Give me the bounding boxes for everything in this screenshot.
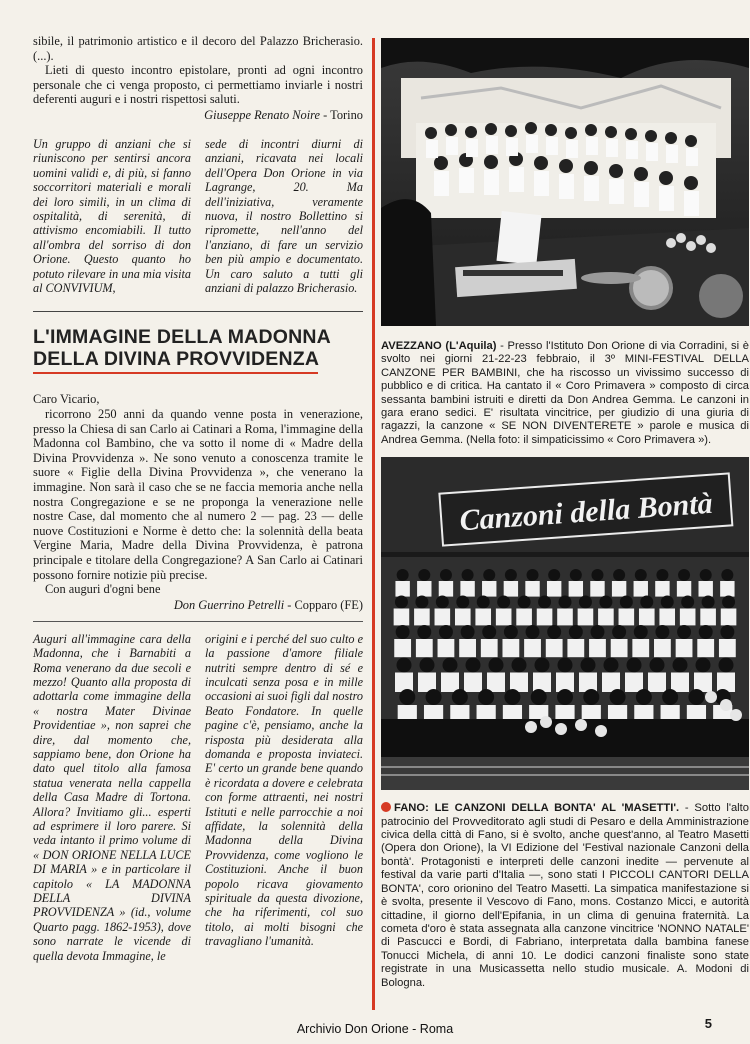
archive-footer: Archivio Don Orione - Roma <box>296 1022 454 1036</box>
letter1-signature-place: - Torino <box>320 107 363 122</box>
reply1-left-column: Un gruppo di anziani che si riuniscono per sentirsi ancora uomini validi e, di più, si fanno soccorritori materiali e morali dei loro simili, in un clima di ospitalità, di serenità, di attivismo encomiabili. Il tutto all'ombra del sorriso di don Orione. Questo quanto ho potuto rilevare in una mia visita al CONVIVIUM, <box>33 136 191 296</box>
reply2-right-column: origini e i perché del suo culto e la passione d'amore filiale nutriti sempre dentro di sé e inculcati senza posa e in mille occasioni ai suoi figli dal nostro Beato Fondatore. In quelle pagine c'è, pensiamo, anche la risposta più desiderata alla domanda e proposta inviateci. E' certo un grande bene quando è ricordata a dovere e celebrata con forme attraenti, nei nostri Istituti e nelle parrocchie a noi affidate, la solennità della Madonna della Divina Provvidenza, come vogliono le Costituzioni. Anche il buon popolo ricava giovamento spirituale da questa divozione, che ha riferimenti, col suo titolo, ai molti bisogni che travagliano l'umanità. <box>205 631 363 949</box>
article-signature-name: Don Guerrino Petrelli <box>173 597 285 612</box>
reply2-block <box>33 632 363 963</box>
photo-canzoni-della-bonta <box>381 457 749 790</box>
article-salutation: Caro Vicario, <box>33 392 100 407</box>
article-closing: Con auguri d'ogni bene <box>45 582 161 597</box>
headline-underline <box>33 372 318 374</box>
festival-choir-illustration <box>381 457 749 790</box>
caption-avezzano <box>381 340 749 447</box>
caption-avezzano-lead: AVEZZANO (L'Aquila) <box>381 340 497 352</box>
caption-avezzano-text: - Presso l'Istituto Don Orione di via Corradini, si è svolto nei giorni 21-22-23 febbraio, il 3º MINI-FESTIVAL DELLA CANZONE PER BAMBINI, che ha riscosso un vivissimo successo di pubblico e di critica. Ha cantato il « Coro Primavera » composto di circa sessanta bambini istruiti e diretti da Don Andrea Gemma. Le canzoni in gara erano sedici. E' risultata vincitrice, per giudizio di una giuria di ragazzi, la canzone « SE NON DIVENTERETE » parole e musica di Andrea Gemma. (Nella foto: il simpaticissimo « Coro Primavera »). <box>381 340 749 446</box>
festival-banner-text: Canzoni della Bontà <box>458 486 714 538</box>
photo-coro-primavera <box>381 38 749 326</box>
letter1-paragraph-1: sibile, il patrimonio artistico e il decoro del Palazzo Bricherasio. (...). <box>33 34 363 63</box>
page-number: 5 <box>704 1016 712 1031</box>
choir-stage-illustration <box>381 38 749 326</box>
article-signature-place: - Copparo (FE) <box>284 597 363 612</box>
article-header <box>33 311 363 374</box>
column-divider-red <box>372 38 375 1010</box>
letter1-signature <box>33 108 363 123</box>
letter1-paragraph-2: Lieti di questo incontro epistolare, pronti ad ogni incontro personale che ci venga proposto, ci permettiamo inviarle i nostri deferenti auguri e i nostri rispettosi saluti. <box>33 63 363 107</box>
article-headline-line-1: L'IMMAGINE DELLA MADONNA <box>33 326 331 349</box>
letter1-signature-name: Giuseppe Renato Noire <box>204 107 321 122</box>
reply1-block <box>33 137 363 295</box>
caption-fano-lead: FANO: LE CANZONI DELLA BONTA' AL 'MASETTI'. <box>394 802 680 815</box>
reply1-right-column: sede di incontri diurni di anziani, ricavata nei locali dell'Opera Don Orione in via Lagrange, 20. Ma dell'iniziativa, veramente nuova, il nostro Bollettino si ripromette, nell'anno del l'anziano, di fare un servizio ben più ampio e documentato. Un caro saluto a tutti gli anziani di palazzo Bricherasio. <box>205 136 363 296</box>
article-letter <box>33 392 363 612</box>
article-signature <box>33 598 363 613</box>
section-divider <box>33 621 363 622</box>
red-bullet-icon <box>381 802 391 812</box>
article-headline-line-2: DELLA DIVINA PROVVIDENZA <box>33 348 320 371</box>
right-column <box>381 38 749 990</box>
reply2-left-column: Auguri all'immagine cara della Madonna, che i Barnabiti a Roma venerano da due secoli e mezzo! Quanto alla proposta di adottarla come immagine della « nostra Mater Divinae Providentiae », non saprei che dire, dal momento che, sappiamo bene, don Orione ha dato quel titolo alla famosa statua venerata nella cappella della Casa Madre di Tortona. Allora? Invitiamo gli... esperti ad esprimere il loro parere. Si veda intanto il primo volume di « DON ORIONE NELLA LUCE DI MARIA » e in particolare il capitolo « LA MADONNA DELLA DIVINA PROVVIDENZA » (id., volume Quarto pagg. 1862-1953), dove sono narrate le vicende di quella devota Immagine, le <box>33 631 191 963</box>
caption-fano <box>381 802 749 990</box>
article-body: ricorrono 250 anni da quando venne posta in venerazione, presso la Chiesa di san Carlo ai Catinari a Roma, l'immagine della Madonna col Bambino, che va sotto il nome di « Madre della Divina Provvidenza ». Ne sono venuto a conoscenza tramite le suore « Figlie della Divina Provvidenza », che venerano la immagine. Non sarà il caso che se ne faccia memoria anche nella nostra Congregazione e se ne proponga la venerazione nelle nostre Case, dal momento che al numero 2 — pag. 23 — delle nuove Costituzioni e Norme è detto che: la solennità della beata Vergine Maria, Madre della Divina Provvidenza, è patrona principale e titolare della Congregazione? A San Carlo ai Catinari possono fornire notizie più precise. <box>33 407 363 582</box>
left-column <box>33 34 363 963</box>
caption-fano-text: - Sotto l'alto patrocinio del Provveditorato agli studi di Pesaro e della Amministrazione civica della città di Fano, si è svolto, anche quest'anno, al Teatro Masetti (Opera don Orione), la VI Edizione del 'Festival nazionale Canzoni della bontà'. Protagonisti e interpreti delle canzoni inedite — pervenute al festival da varie parti d'Italia —, sono stati I PICCOLI CANTORI DELLA BONTA', coro orionino del Teatro Masetti. La simpatica manifestazione si è svolta, presente il Vescovo di Fano, mons. Costanzo Micci, e autorità cittadine, il giorno dell'Epifania, in un clima di genuina fraternità. La cometa d'oro è stata assegnata alla canzone vincitrice 'NONNO NATALE' di Pascucci e Bordi, di Fabriano, interpretata dalla bambina fanese Tonucci Michela, di anni 10. Le dodici canzoni finaliste sono state registrate in una Musicassetta nello studio musicale. A. Modoni di Bologna. <box>381 802 749 989</box>
